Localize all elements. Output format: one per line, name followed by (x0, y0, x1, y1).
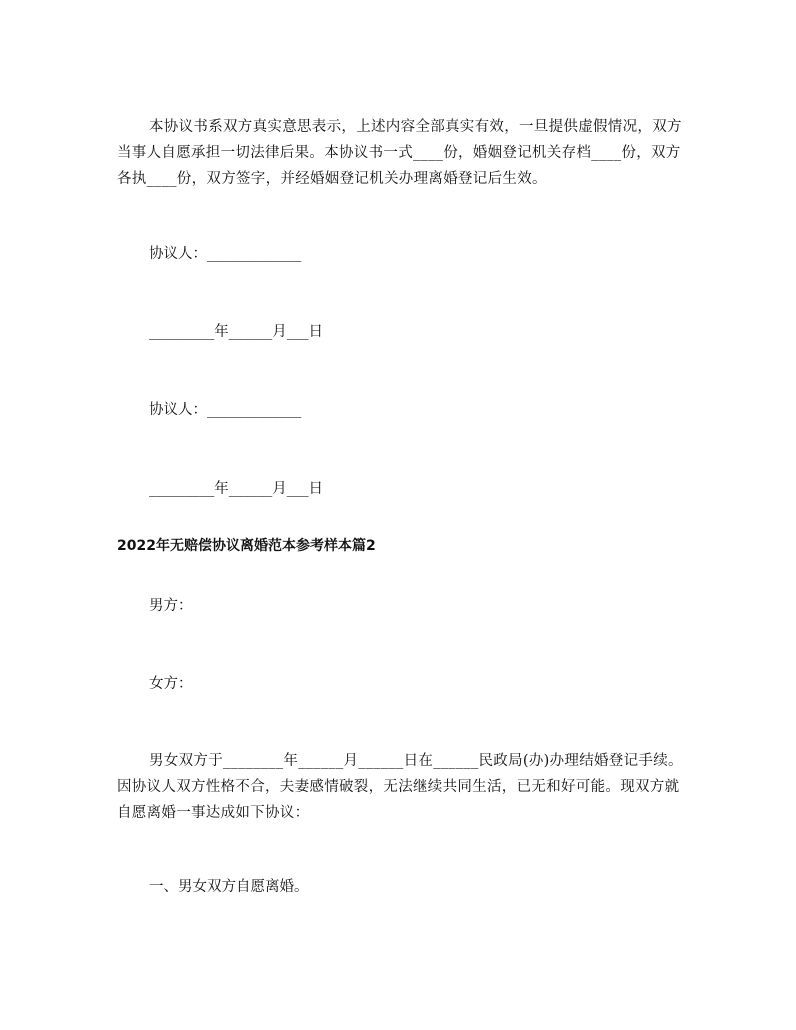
male-party-label: 男方： (149, 598, 193, 614)
clause-1: 一、男女双方自愿离婚。 (149, 879, 309, 895)
signature-line-2: 协议人：_____________ (149, 402, 302, 418)
female-party-label: 女方： (149, 676, 193, 692)
date-line-2: _________年______月___日 (149, 481, 323, 497)
signature-line-1: 协议人：_____________ (149, 246, 302, 262)
closing-paragraph: 本协议书系双方真实意思表示，上述内容全部真实有效，一旦提供虚假情况，双方当事人自愿承担一切法律后果。本协议书一式____份，婚姻登记机关存档____份，双方各执____份，双方签字，并经婚姻登记机关办理离婚登记后生效。 (117, 119, 682, 187)
intro-paragraph: 男女双方于________年______月______日在______民政局(办)办理结婚登记手续。因协议人双方性格不合，夫妻感情破裂，无法继续共同生活，已无和好可能。现双方就自愿离婚一事达成如下协议： (117, 753, 683, 821)
date-line-1: _________年______月___日 (149, 324, 323, 340)
section-heading: 2022年无赔偿协议离婚范本参考样本篇2 (117, 538, 376, 554)
